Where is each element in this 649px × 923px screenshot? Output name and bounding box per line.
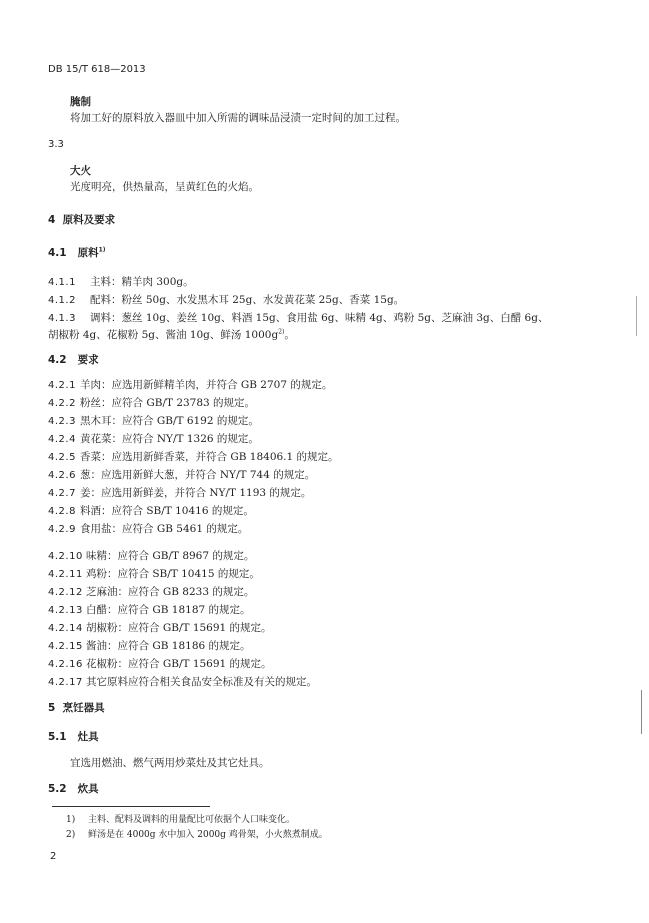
requirement-text: 羊肉：应选用新鲜精羊肉，并符合 GB 2707 的规定。 — [80, 379, 333, 391]
clause-end-punct: 。 — [284, 329, 295, 341]
term-title-pickling: 腌制 — [70, 96, 91, 108]
clause-4-1-2 — [48, 293, 404, 308]
requirement-number: 4.2.16 — [48, 659, 83, 670]
section-4-2-title: 要求 — [77, 354, 99, 366]
section-4-1-heading — [48, 246, 106, 260]
scan-mark — [636, 296, 637, 336]
requirement-number: 4.2.1 — [48, 380, 76, 391]
clause-4-1-3-continuation — [48, 328, 295, 342]
requirement-item — [48, 486, 311, 501]
document-id: DB 15/T 618—2013 — [48, 64, 146, 75]
footnote-ref-1: 1) — [98, 246, 106, 254]
clause-4-1-3 — [48, 311, 548, 326]
footnote-text: 鲜汤是在 4000g 水中加入 2000g 鸡骨架，小火熬煮制成。 — [88, 830, 328, 840]
section-5-number: 5 — [48, 702, 56, 714]
footnote-text: 主料、配料及调料的用量配比可依据个人口味变化。 — [88, 815, 296, 825]
requirement-number: 4.2.2 — [48, 398, 76, 409]
clause-number: 4.1.3 — [48, 313, 76, 324]
requirement-number: 4.2.4 — [48, 434, 76, 445]
clause-4-1-1 — [48, 275, 194, 290]
clause-number: 4.1.1 — [48, 277, 76, 288]
requirement-number: 4.2.15 — [48, 641, 83, 652]
section-4-number: 4 — [48, 214, 56, 226]
section-5-1-heading — [48, 730, 99, 744]
requirement-number: 4.2.3 — [48, 416, 76, 427]
requirement-item — [48, 504, 254, 519]
requirement-item — [48, 639, 251, 654]
requirement-text: 食用盐：应符合 GB 5461 的规定。 — [80, 523, 249, 535]
footnote-number: 2) — [66, 830, 76, 840]
requirement-item — [48, 396, 255, 411]
section-4-title: 原料及要求 — [62, 214, 116, 226]
section-4-1-title: 原料 — [77, 247, 99, 259]
footnote-2 — [66, 828, 328, 842]
requirement-item — [48, 378, 332, 393]
clause-text: 配料：粉丝 50g、水发黑木耳 25g、水发黄花菜 25g、香菜 15g。 — [90, 294, 405, 306]
requirement-number: 4.2.7 — [48, 488, 76, 499]
term-definition-pickling: 将加工好的原料放入器皿中加入所需的调味品浸渍一定时间的加工过程。 — [70, 112, 406, 124]
requirement-item — [48, 468, 315, 483]
requirement-text: 味精：应符合 GB/T 8967 的规定。 — [86, 550, 255, 562]
requirement-text: 鸡粉：应符合 SB/T 10415 的规定。 — [86, 568, 260, 580]
section-5-2-number: 5.2 — [48, 783, 67, 795]
section-5-2-title: 炊具 — [77, 783, 99, 795]
requirement-item — [48, 675, 317, 690]
requirement-text: 白醋：应符合 GB 18187 的规定。 — [86, 604, 251, 616]
requirement-text: 葱：应选用新鲜大葱，并符合 NY/T 744 的规定。 — [80, 469, 316, 481]
footnote-separator — [52, 806, 210, 807]
requirement-text: 花椒粉：应符合 GB/T 15691 的规定。 — [86, 658, 272, 670]
requirement-item — [48, 621, 272, 636]
section-3-3-number: 3.3 — [48, 139, 64, 150]
requirement-item — [48, 585, 254, 600]
section-4-1-number: 4.1 — [48, 247, 67, 259]
requirement-item — [48, 432, 259, 447]
footnote-number: 1) — [66, 815, 76, 825]
requirement-number: 4.2.10 — [48, 551, 83, 562]
section-4-2-heading — [48, 353, 99, 367]
requirement-text: 姜：应选用新鲜姜，并符合 NY/T 1193 的规定。 — [80, 487, 312, 499]
requirement-text: 黄花菜：应符合 NY/T 1326 的规定。 — [80, 433, 259, 445]
requirement-number: 4.2.13 — [48, 605, 83, 616]
section-5-2-heading — [48, 782, 99, 796]
requirement-item — [48, 414, 259, 429]
requirement-number: 4.2.6 — [48, 470, 76, 481]
section-5-1-title: 灶具 — [77, 731, 99, 743]
requirement-number: 4.2.5 — [48, 452, 76, 463]
clause-number: 4.1.2 — [48, 295, 76, 306]
footnote-ref-2: 2) — [278, 328, 285, 336]
requirement-item — [48, 522, 248, 537]
requirement-text: 芝麻油：应符合 GB 8233 的规定。 — [86, 586, 255, 598]
requirement-item — [48, 603, 251, 618]
requirement-number: 4.2.17 — [48, 677, 83, 688]
requirement-item — [48, 567, 260, 582]
clause-text-continued: 胡椒粉 4g、花椒粉 5g、酱油 10g、鲜汤 1000g — [48, 329, 279, 341]
term-title-high-fire: 大火 — [70, 165, 91, 177]
section-5-heading — [48, 701, 105, 715]
term-definition-high-fire: 光度明亮，供热量高，呈黄红色的火焰。 — [70, 181, 259, 193]
requirement-text: 黑木耳：应符合 GB/T 6192 的规定。 — [80, 415, 259, 427]
requirement-number: 4.2.9 — [48, 524, 76, 535]
requirement-item — [48, 450, 339, 465]
scan-mark — [641, 690, 642, 734]
requirement-number: 4.2.12 — [48, 587, 83, 598]
requirement-text: 其它原料应符合相关食品安全标准及有关的规定。 — [86, 676, 317, 688]
page-number: 2 — [50, 851, 57, 862]
requirement-text: 料酒：应符合 SB/T 10416 的规定。 — [80, 505, 254, 517]
footnote-1 — [66, 813, 295, 827]
section-4-2-number: 4.2 — [48, 354, 67, 366]
clause-text: 调料：葱丝 10g、姜丝 10g、料酒 15g、食用盐 6g、味精 4g、鸡粉 5g、芝麻油 3g、白醋 6g、 — [90, 312, 549, 324]
section-5-1-number: 5.1 — [48, 731, 67, 743]
clause-text: 主料：精羊肉 300g。 — [90, 276, 194, 288]
requirement-number: 4.2.8 — [48, 506, 76, 517]
requirement-item — [48, 549, 254, 564]
section-5-title: 烹饪器具 — [62, 702, 105, 714]
requirement-text: 粉丝：应符合 GB/T 23783 的规定。 — [80, 397, 256, 409]
section-4-heading — [48, 213, 115, 227]
requirement-text: 胡椒粉：应符合 GB/T 15691 的规定。 — [86, 622, 272, 634]
requirement-text: 酱油：应符合 GB 18186 的规定。 — [86, 640, 251, 652]
section-5-1-text: 宜选用燃油、燃气两用炒菜灶及其它灶具。 — [70, 757, 270, 769]
requirement-item — [48, 657, 272, 672]
requirement-number: 4.2.14 — [48, 623, 83, 634]
requirement-number: 4.2.11 — [48, 569, 83, 580]
requirement-text: 香菜：应选用新鲜香菜，并符合 GB 18406.1 的规定。 — [80, 451, 339, 463]
